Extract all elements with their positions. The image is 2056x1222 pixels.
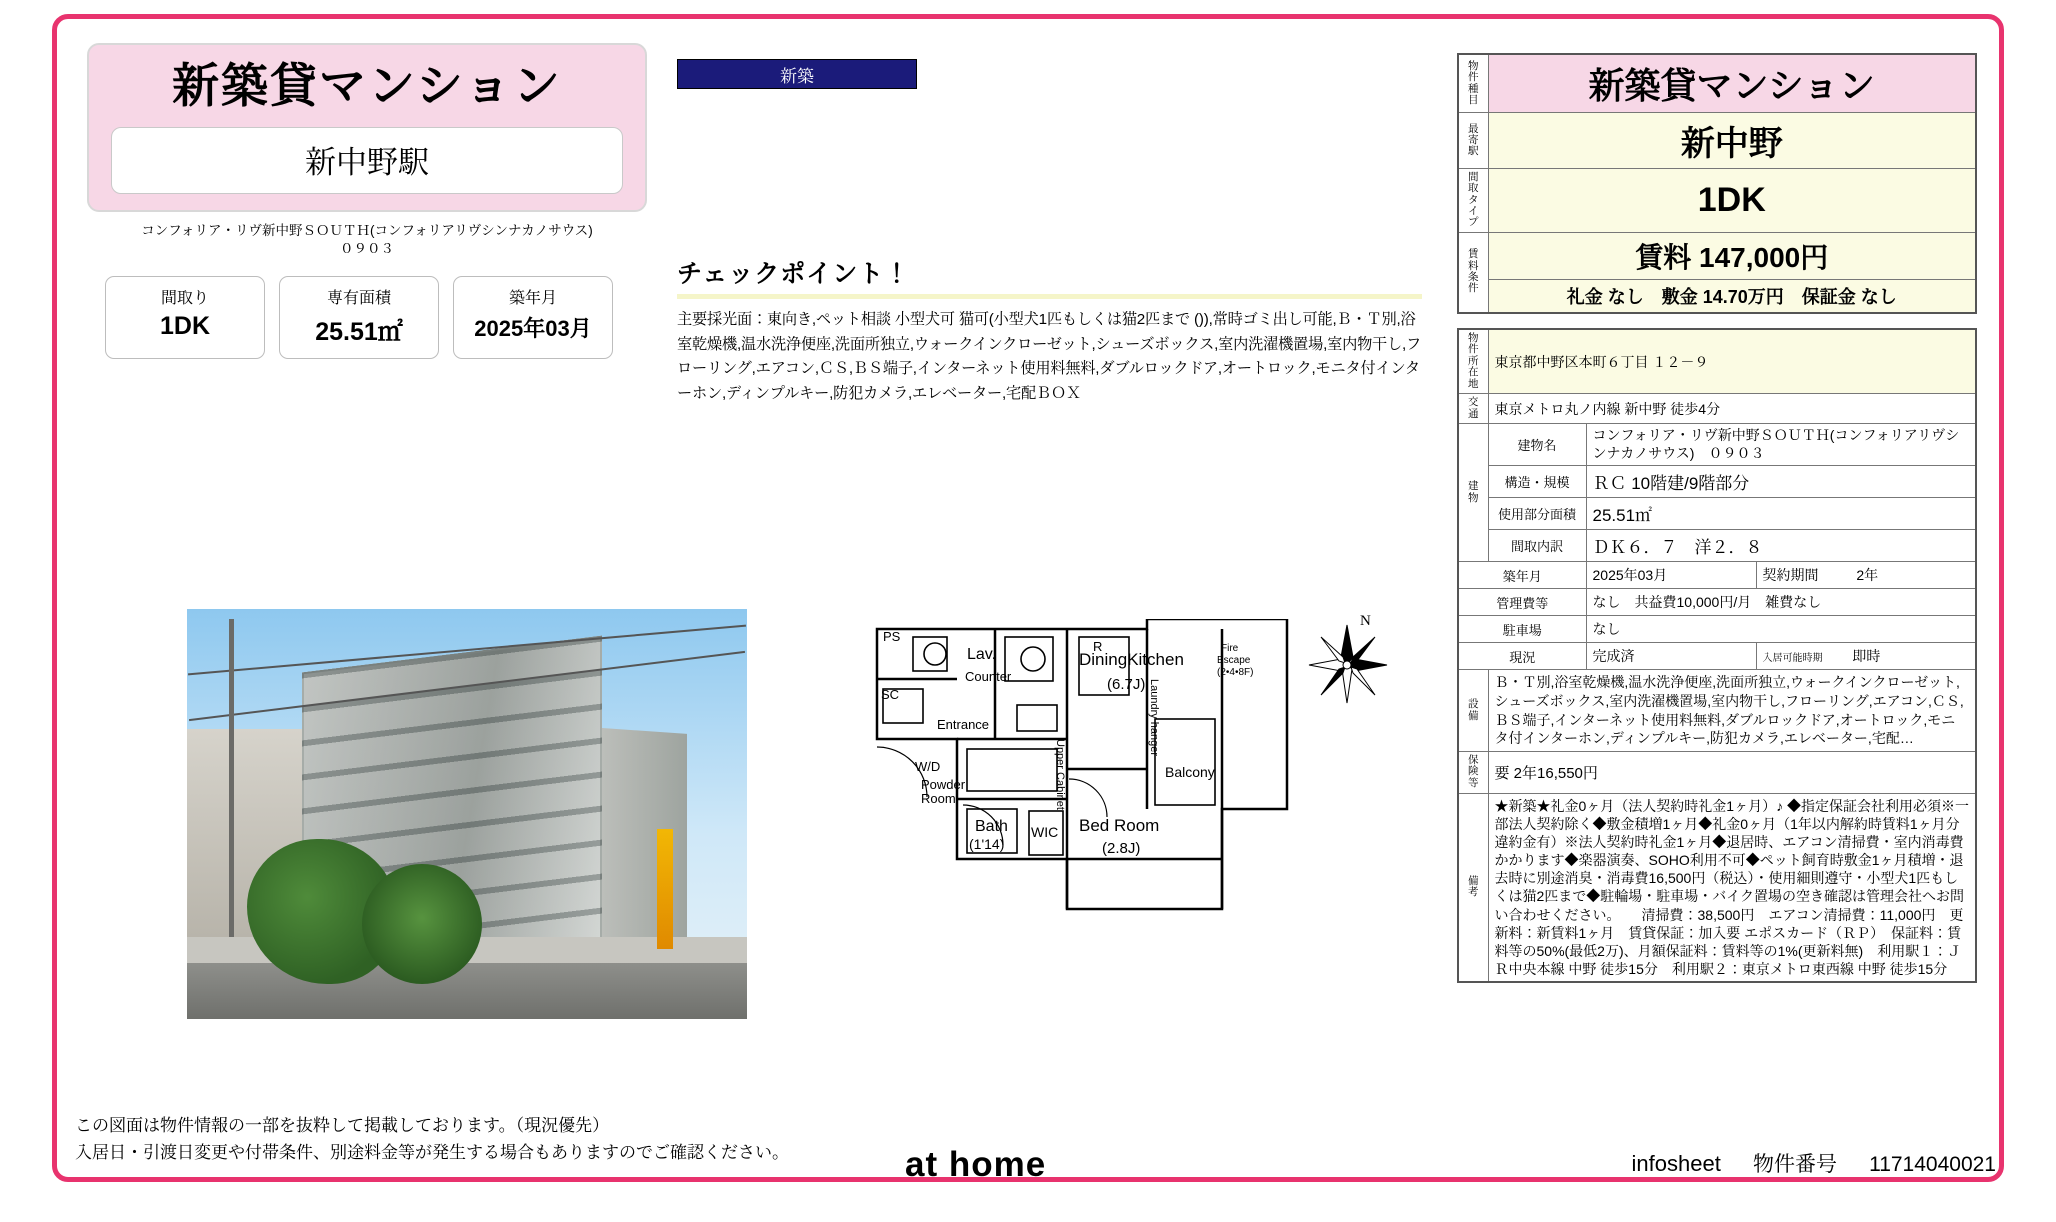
value-management-fee: なし 共益費10,000円/月 雑費なし xyxy=(1586,589,1976,616)
svg-text:N: N xyxy=(1360,613,1371,629)
label-management-fee: 管理費等 xyxy=(1458,589,1586,616)
spec-row xyxy=(87,276,647,359)
row-structure xyxy=(1458,466,1976,498)
row-deposit xyxy=(1458,279,1976,313)
photo-street-sign xyxy=(657,829,673,949)
value-status: 完成済 xyxy=(1586,643,1756,670)
photo-utility-pole xyxy=(229,619,234,949)
headline-title: 新築貸マンション xyxy=(172,59,562,112)
building-number: ０９０３ xyxy=(340,241,394,257)
value-remarks: ★新築★礼金0ヶ月（法人契約時礼金1ヶ月）♪ ◆指定保証会社利用必須※一部法人契約除く◆敷金積増1ヶ月◆礼金0ヶ月（1年以内解約時賃料1ヶ月分違約金有）※法人契約時礼金1ヶ月◆退居時、エアコン清掃費・室内消毒費かかります◆楽器演奏、SOHO利用不可◆ペット飼育時敷金1ヶ月積増・退去時に別途消臭・消毒費16,500円（税込）・使用細則遵守・小型犬1匹もしくは猫2匹まで◆駐輪場・駐車場・バイク置場の空き確認は管理会社へお問い合わせください。 清掃費：38,500円 エアコン清掃費：11,000円 更新料：新賃料1ヶ月 賃貸保証：加入要 エポスカード（ＲＰ） 保証料：賃料等の50%(最低2万)、月額保証料：賃料等の1%(更新料無) 利用駅１：ＪＲ中央本線 中野 徒歩15分 利用駅２：東京メトロ東西線 中野 徒歩15分 xyxy=(1488,793,1976,982)
value-deposit: 礼金 なし 敷金 14.70万円 保証金 なし xyxy=(1488,279,1976,313)
label-laundry-hanger: Laundry hanger xyxy=(1148,679,1160,757)
label-entrance: Entrance xyxy=(937,717,990,732)
right-column xyxy=(1457,53,1977,983)
label-rent-terms: 賃料条件 xyxy=(1458,232,1488,313)
spec-area-value: 25.51㎡ xyxy=(315,318,403,347)
row-rent xyxy=(1458,232,1976,279)
row-usable-area xyxy=(1458,498,1976,530)
label-structure: 構造・規模 xyxy=(1488,466,1586,498)
label-ps: PS xyxy=(883,629,901,644)
row-status xyxy=(1458,643,1976,670)
value-building-name: コンフォリア・リヴ新中野ＳＯＵＴＨ(コンフォリアリヴシンナカノサウス) ０９０３ xyxy=(1586,424,1976,466)
footer-note-line2: 入居日・引渡日変更や付帯条件、別途料金等が発生する場合もありますのでご確認ください。 xyxy=(75,1143,789,1163)
row-builtdate xyxy=(1458,562,1976,589)
spec-builtdate-label: 築年月 xyxy=(508,290,557,308)
row-building-name xyxy=(1458,424,1976,466)
row-station xyxy=(1458,113,1976,169)
label-dk: DiningKitchen xyxy=(1079,650,1184,669)
spec-builtdate xyxy=(453,276,613,359)
row-management-fee xyxy=(1458,589,1976,616)
row-address xyxy=(1458,329,1976,394)
label-layout-type: 間取タイプ xyxy=(1458,169,1488,233)
spec-area xyxy=(279,276,439,359)
infosheet-block xyxy=(1632,1148,1996,1178)
row-equipment xyxy=(1458,670,1976,751)
label-upper-cabinet: Upper Cabinet xyxy=(1054,739,1066,810)
value-parking: なし xyxy=(1586,616,1976,643)
row-property-type xyxy=(1458,54,1976,113)
value-layout-type: 1DK xyxy=(1488,169,1976,233)
photo-tree-2 xyxy=(362,864,482,984)
label-address: 物件所在地 xyxy=(1458,329,1488,394)
athome-logo xyxy=(905,1145,1046,1185)
label-parking: 駐車場 xyxy=(1458,616,1586,643)
label-status: 現況 xyxy=(1458,643,1586,670)
label-fire-escape3: (2•4•8F) xyxy=(1217,667,1254,678)
infosheet-label: infosheet xyxy=(1631,1151,1721,1176)
value-property-type: 新築貸マンション xyxy=(1488,54,1976,113)
label-layout-detail: 間取内訳 xyxy=(1488,530,1586,562)
spec-layout-label: 間取り xyxy=(160,290,209,308)
label-building: 建物 xyxy=(1458,424,1488,562)
middle-column xyxy=(677,59,1447,407)
label-contract-period: 契約期間 xyxy=(1762,567,1819,584)
value-usable-area: 25.51㎡ xyxy=(1586,498,1976,530)
value-contract-period: 2年 xyxy=(1856,567,1879,584)
label-bedroom-size: (2.8J) xyxy=(1102,840,1141,857)
label-bath: Bath xyxy=(975,818,1008,835)
detail-table xyxy=(1457,328,1977,984)
value-access: 東京メトロ丸ノ内線 新中野 徒歩4分 xyxy=(1488,394,1976,424)
spec-builtdate-value: 2025年03月 xyxy=(474,316,592,342)
property-number-value: 11714040021 xyxy=(1869,1153,1996,1176)
label-powder2: Room xyxy=(921,791,956,806)
label-bedroom: Bed Room xyxy=(1079,816,1160,835)
label-usable-area: 使用部分面積 xyxy=(1488,498,1586,530)
value-rent: 賃料 147,000円 xyxy=(1488,232,1976,279)
flyer-sheet xyxy=(52,14,2004,1182)
new-badge: 新築 xyxy=(677,59,917,89)
checkpoint-underline xyxy=(677,294,1422,299)
photo-road xyxy=(187,963,747,1019)
label-property-type: 物件種目 xyxy=(1458,54,1488,113)
checkpoint-title: チェックポイント！ xyxy=(677,260,911,288)
floorplan xyxy=(817,619,1437,999)
label-r: R xyxy=(1093,639,1103,654)
label-insurance: 保険等 xyxy=(1458,751,1488,793)
spec-layout xyxy=(105,276,265,359)
label-wic: WIC xyxy=(1031,824,1059,840)
building-name: コンフォリア・リヴ新中野ＳＯＵＴＨ(コンフォリアリヴシンナカノサウス) xyxy=(141,223,593,239)
headline-station: 新中野駅 xyxy=(111,127,623,194)
value-insurance: 要 2年16,550円 xyxy=(1488,751,1976,793)
label-equipment: 設備 xyxy=(1458,670,1488,751)
value-layout-detail: ＤＫ６．７ 洋２．８ xyxy=(1586,530,1976,562)
label-dk-size: (6.7J) xyxy=(1107,676,1146,693)
value-structure: ＲＣ 10階建/9階部分 xyxy=(1586,466,1976,498)
move-in xyxy=(1756,643,1976,670)
row-insurance xyxy=(1458,751,1976,793)
label-access: 交通 xyxy=(1458,394,1488,424)
property-number-label: 物件番号 xyxy=(1752,1153,1837,1176)
label-powder: Powder xyxy=(921,777,966,792)
value-station: 新中野 xyxy=(1488,113,1976,169)
label-station: 最寄駅 xyxy=(1458,113,1488,169)
label-building-name: 建物名 xyxy=(1488,424,1586,466)
label-lav: Lav. xyxy=(967,646,997,663)
row-access xyxy=(1458,394,1976,424)
label-fire-escape2: Escape xyxy=(1217,655,1251,666)
label-sc: SC xyxy=(881,687,900,702)
contract-period xyxy=(1756,562,1976,589)
label-fire-escape: Fire xyxy=(1221,643,1239,654)
value-equipment: Ｂ・Ｔ別,浴室乾燥機,温水洗浄便座,洗面所独立,ウォークインクローゼット,シューズボックス,室内洗濯機置場,室内物干し,フローリング,エアコン,ＣＳ,ＢＳ端子,インターネット使用料無料,ダブルロックドア,オートロック,モニタ付インターホン,ディンプルキー,防犯カメラ,エレベーター,宅配… xyxy=(1488,670,1976,751)
row-remarks xyxy=(1458,793,1976,982)
label-builtdate: 築年月 xyxy=(1458,562,1586,589)
label-remarks: 備考 xyxy=(1458,793,1488,982)
headline-box xyxy=(87,43,647,212)
label-wd: W/D xyxy=(915,759,941,774)
left-column xyxy=(87,43,647,359)
checkpoint-body: 主要採光面：東向き,ペット相談 小型犬可 猫可(小型犬1匹もしくは猫2匹まで ()),常時ゴミ出し可能,Ｂ・Ｔ別,浴室乾燥機,温水洗浄便座,洗面所独立,ウォークインクローゼット,シューズボックス,室内洗濯機置場,室内物干し,フローリング,エアコン,ＣＳ,ＢＳ端子,インターネット使用料無料,ダブルロックドア,オートロック,モニタ付インターホン,ディンプルキー,防犯カメラ,エレベーター,宅配ＢＯＸ xyxy=(677,311,1422,402)
row-parking xyxy=(1458,616,1976,643)
value-move-in: 即時 xyxy=(1852,648,1881,665)
row-layout-type xyxy=(1458,169,1976,233)
building-name-block xyxy=(87,222,647,258)
spec-area-label: 専有面積 xyxy=(326,290,391,308)
label-move-in: 入居可能時期 xyxy=(1762,653,1823,665)
spec-layout-value: 1DK xyxy=(159,312,210,341)
summary-table xyxy=(1457,53,1977,314)
label-balcony: Balcony xyxy=(1165,764,1215,780)
athome-logo-text: at home xyxy=(905,1145,1047,1184)
value-address: 東京都中野区本町６丁目 １２－９ xyxy=(1488,329,1976,394)
row-layout-detail xyxy=(1458,530,1976,562)
label-bath-size: (1'14) xyxy=(969,836,1005,852)
exterior-photo xyxy=(187,609,747,1019)
footer-note-line1: この図面は物件情報の一部を抜粋して掲載しております。（現況優先） xyxy=(75,1116,610,1135)
value-builtdate: 2025年03月 xyxy=(1586,562,1756,589)
label-counter: Counter xyxy=(965,669,1012,684)
footer-note xyxy=(75,1112,975,1166)
